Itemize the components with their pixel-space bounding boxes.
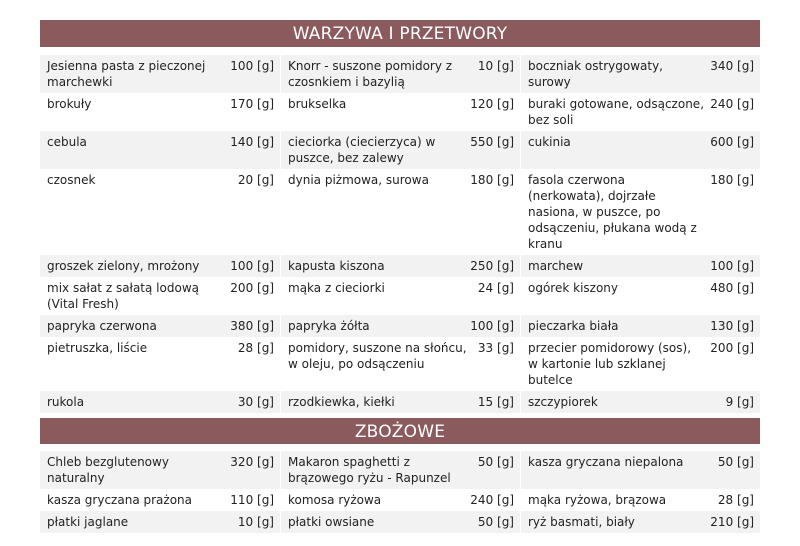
product-quantity: 10 [g] [237, 515, 274, 529]
product-cell [40, 451, 280, 489]
product-quantity: 15 [g] [477, 395, 514, 409]
product-cell [520, 337, 760, 391]
product-quantity: 240 [g] [470, 493, 514, 507]
table-row [40, 255, 760, 277]
product-cell [520, 93, 760, 131]
product-cell [40, 255, 280, 277]
table-row [40, 451, 760, 489]
product-name: pietruszka, liście [47, 341, 148, 355]
product-quantity: 180 [g] [710, 173, 754, 187]
product-name: buraki gotowane, odsączone, bez soli [528, 97, 705, 127]
product-name: Chleb bezglutenowy naturalny [47, 455, 169, 485]
product-name: rzodkiewka, kiełki [288, 395, 395, 409]
product-cell [520, 489, 760, 511]
product-name: przecier pomidorowy (sos), w kartonie lub szklanej butelce [528, 341, 692, 387]
product-quantity: 380 [g] [230, 319, 274, 333]
product-cell [280, 511, 520, 533]
table-row [40, 511, 760, 533]
table-row [40, 131, 760, 169]
product-name: ryż basmati, biały [528, 515, 635, 529]
product-name: groszek zielony, mrożony [47, 259, 200, 273]
product-cell [280, 315, 520, 337]
product-name: czosnek [47, 173, 96, 187]
product-cell [40, 93, 280, 131]
product-cell [280, 391, 520, 413]
product-quantity: 210 [g] [710, 515, 754, 529]
product-quantity: 100 [g] [230, 59, 274, 73]
product-cell [280, 55, 520, 93]
product-quantity: 130 [g] [710, 319, 754, 333]
product-cell [520, 277, 760, 315]
product-name: marchew [528, 259, 584, 273]
product-cell [520, 391, 760, 413]
product-quantity: 28 [g] [717, 493, 754, 507]
product-cell [40, 55, 280, 93]
product-cell [40, 131, 280, 169]
product-name: kasza gryczana prażona [47, 493, 192, 507]
product-quantity: 50 [g] [477, 455, 514, 469]
product-quantity: 140 [g] [230, 135, 274, 149]
product-name: papryka żółta [288, 319, 370, 333]
product-cell [520, 451, 760, 489]
section-title: ZBOŻOWE [354, 422, 446, 442]
products-table-warzywa [40, 55, 760, 435]
product-cell [280, 489, 520, 511]
product-quantity: 110 [g] [230, 493, 274, 507]
table-row [40, 315, 760, 337]
product-quantity: 240 [g] [710, 97, 754, 111]
product-cell [520, 511, 760, 533]
product-name: fasola czerwona (nerkowata), dojrzałe nasiona, w puszce, po odsączeniu, płukana wodą z kranu [528, 173, 697, 251]
product-quantity: 10 [g] [477, 59, 514, 73]
product-name: boczniak ostrygowaty, surowy [528, 59, 663, 89]
product-quantity: 340 [g] [710, 59, 754, 73]
product-quantity: 100 [g] [470, 319, 514, 333]
product-name: szczypiorek [528, 395, 598, 409]
table-row [40, 169, 760, 255]
product-cell [280, 131, 520, 169]
product-cell [40, 337, 280, 391]
product-quantity: 33 [g] [477, 341, 514, 355]
product-cell [520, 55, 760, 93]
product-quantity: 20 [g] [237, 173, 274, 187]
product-quantity: 100 [g] [710, 259, 754, 273]
product-quantity: 600 [g] [710, 135, 754, 149]
product-quantity: 50 [g] [717, 455, 754, 469]
section-title: WARZYWA I PRZETWORY [292, 24, 508, 44]
product-name: mix sałat z sałatą lodową (Vital Fresh) [47, 281, 199, 311]
product-name: brokuły [47, 97, 92, 111]
product-quantity: 320 [g] [230, 455, 274, 469]
product-quantity: 9 [g] [725, 395, 754, 409]
product-cell [280, 93, 520, 131]
product-name: papryka czerwona [47, 319, 157, 333]
section-header-warzywa [40, 20, 760, 47]
product-name: rukola [47, 395, 85, 409]
product-name: pomidory, suszone na słońcu, w oleju, po odsączeniu [288, 341, 467, 371]
product-name: brukselka [288, 97, 347, 111]
product-cell [280, 169, 520, 255]
table-row [40, 391, 760, 413]
product-cell [280, 277, 520, 315]
product-quantity: 120 [g] [470, 97, 514, 111]
product-cell [40, 169, 280, 255]
product-quantity: 200 [g] [230, 281, 274, 295]
table-row [40, 93, 760, 131]
product-name: Knorr - suszone pomidory z czosnkiem i bazylią [288, 59, 453, 89]
product-cell [40, 315, 280, 337]
product-quantity: 200 [g] [710, 341, 754, 355]
product-name: płatki owsiane [288, 515, 375, 529]
product-name: kapusta kiszona [288, 259, 385, 273]
product-quantity: 250 [g] [470, 259, 514, 273]
product-name: pieczarka biała [528, 319, 619, 333]
product-name: mąka ryżowa, brązowa [528, 493, 667, 507]
product-quantity: 100 [g] [230, 259, 274, 273]
product-quantity: 50 [g] [477, 515, 514, 529]
product-name: cieciorka (ciecierzyca) w puszce, bez zalewy [288, 135, 436, 165]
product-name: kasza gryczana niepalona [528, 455, 684, 469]
table-row [40, 489, 760, 511]
table-row [40, 337, 760, 391]
product-quantity: 24 [g] [477, 281, 514, 295]
product-cell [520, 169, 760, 255]
product-name: cukinia [528, 135, 571, 149]
product-quantity: 170 [g] [230, 97, 274, 111]
product-cell [40, 391, 280, 413]
section-header-zbozowe [40, 418, 760, 444]
table-row [40, 55, 760, 93]
products-table-zbozowe [40, 451, 760, 533]
product-quantity: 28 [g] [237, 341, 274, 355]
product-quantity: 30 [g] [237, 395, 274, 409]
product-quantity: 180 [g] [470, 173, 514, 187]
product-name: płatki jaglane [47, 515, 129, 529]
product-name: dynia piżmowa, surowa [288, 173, 429, 187]
product-cell [520, 131, 760, 169]
product-cell [40, 277, 280, 315]
product-name: Jesienna pasta z pieczonej marchewki [47, 59, 206, 89]
product-cell [520, 255, 760, 277]
product-quantity: 550 [g] [470, 135, 514, 149]
table-row [40, 277, 760, 315]
product-cell [520, 315, 760, 337]
product-cell [40, 511, 280, 533]
product-name: Makaron spaghetti z brązowego ryżu - Rapunzel [288, 455, 451, 485]
product-name: komosa ryżowa [288, 493, 382, 507]
product-cell [280, 255, 520, 277]
product-name: mąka z cieciorki [288, 281, 385, 295]
product-name: cebula [47, 135, 87, 149]
product-cell [280, 451, 520, 489]
product-cell [40, 489, 280, 511]
product-name: ogórek kiszony [528, 281, 618, 295]
product-cell [280, 337, 520, 391]
product-quantity: 480 [g] [710, 281, 754, 295]
